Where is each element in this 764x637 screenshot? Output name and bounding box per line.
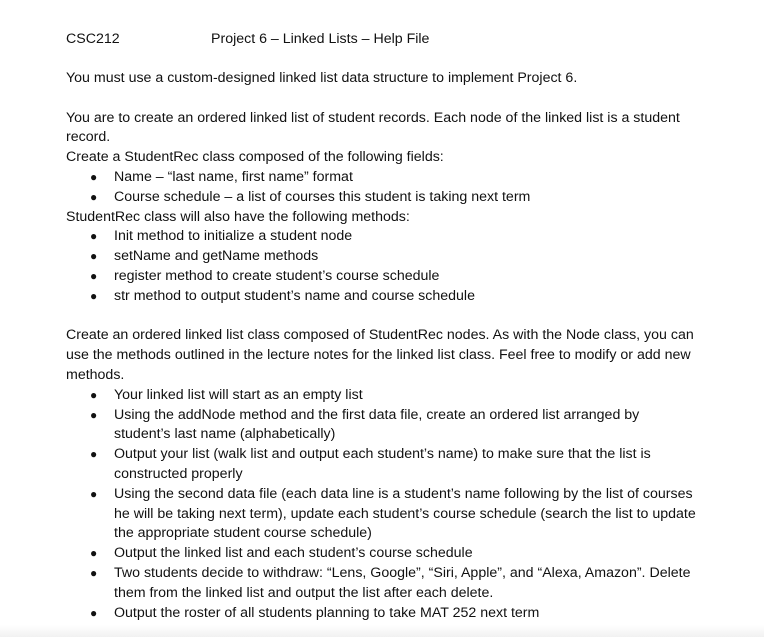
document-header: [66, 31, 706, 51]
list-item: ● setName and getName methods: [66, 247, 698, 267]
list-item: ● Output the roster of all students planning to take MAT 252 next term: [66, 604, 698, 624]
bullet-icon: ●: [90, 605, 98, 620]
spacer: [66, 307, 698, 327]
list-item: ● Using the addNode method and the first data file, create an ordered list arranged by student’s last name (alphabetically): [90, 406, 640, 443]
bullet-icon: ●: [90, 189, 98, 204]
bullet-icon: ●: [90, 447, 98, 462]
list-item: ● Using the second data file (each data line is a student’s name following by the list of courses he will be taking next term), update each student’s course schedule (search the list to update the appropriate student course schedule): [90, 485, 696, 542]
list-item: ● Your linked list will start as an empty list: [66, 386, 698, 406]
studentrec-methods-heading: StudentRec class will also have the following methods:: [66, 208, 410, 225]
studentrec-methods-list: [66, 227, 698, 306]
list-item: ● Course schedule – a list of courses this student is taking next term: [66, 188, 698, 208]
studentrec-fields-list: [66, 168, 698, 208]
bullet-icon: ●: [90, 229, 98, 244]
list-item: ● str method to output student’s name and course schedule: [66, 287, 698, 307]
bullet-icon: ●: [90, 546, 98, 561]
list-item: ● Name – “last name, first name” format: [66, 168, 698, 188]
page-bottom-edge: [0, 625, 764, 637]
project-title: Project 6 – Linked Lists – Help File: [211, 31, 430, 47]
bullet-icon: ●: [90, 565, 98, 580]
list-item: ● register method to create student’s course schedule: [66, 267, 698, 287]
bullet-icon: ●: [90, 288, 98, 303]
bullet-icon: ●: [90, 169, 98, 184]
student-record-paragraph: You are to create an ordered linked list of student records. Each node of the linked list is a student record.: [66, 109, 680, 146]
list-item: ● Init method to initialize a student node: [66, 227, 698, 247]
linked-list-paragraph: Create an ordered linked list class composed of StudentRec nodes. As with the Node class, you can use the methods outlined in the lecture notes for the linked list class. Feel free to modify or add new methods.: [66, 327, 694, 383]
document-body: [66, 69, 698, 623]
bullet-icon: ●: [90, 407, 98, 422]
list-item: ● Output your list (walk list and output each student’s name) to make sure that the list is constructed properly: [90, 446, 651, 482]
studentrec-fields-heading: Create a StudentRec class composed of the following fields:: [66, 149, 444, 166]
spacer: [66, 89, 698, 109]
course-code: CSC212: [66, 31, 120, 47]
bullet-icon: ●: [90, 486, 98, 501]
list-item: ● Output the linked list and each student’s course schedule: [66, 544, 698, 564]
list-item: ● Two students decide to withdraw: “Lens, Google”, “Siri, Apple”, and “Alexa, Amazon”. Delete them from the linked list and output the list after each delete.: [90, 564, 691, 601]
intro-paragraph: You must use a custom-designed linked list data structure to implement Project 6.: [66, 70, 578, 86]
bullet-icon: ●: [90, 268, 98, 283]
bullet-icon: ●: [90, 387, 98, 402]
bullet-icon: ●: [90, 249, 98, 264]
linked-list-steps: [66, 386, 698, 624]
